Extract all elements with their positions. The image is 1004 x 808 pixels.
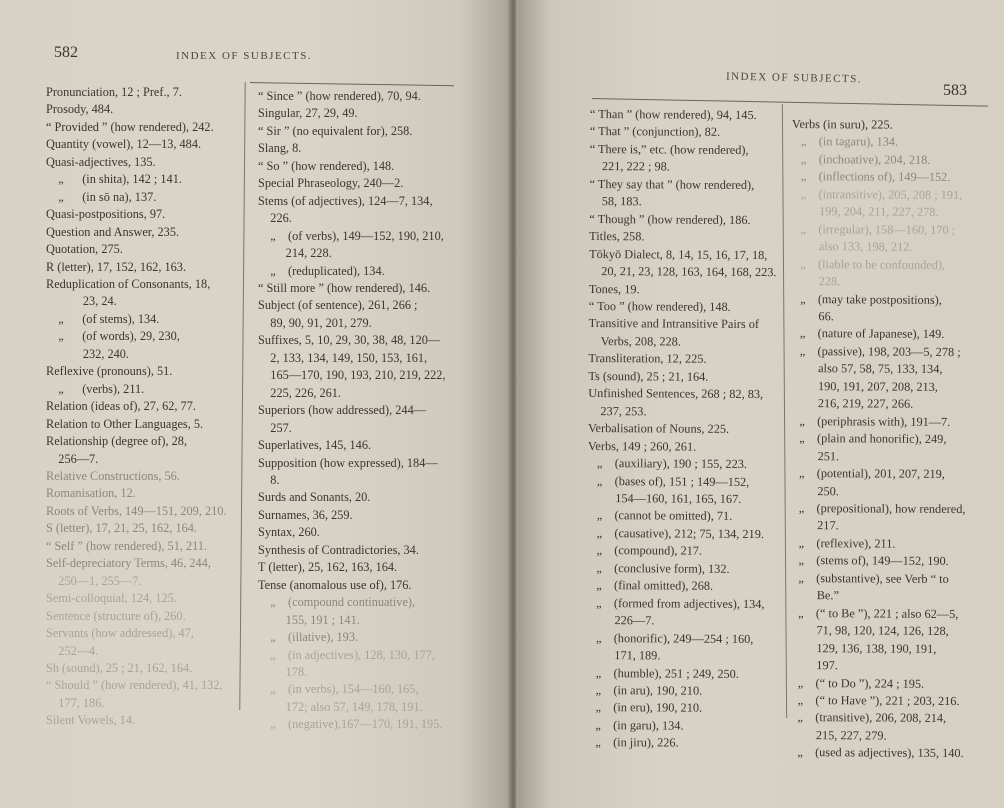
index-entry: 257. (258, 420, 292, 435)
index-entry: „ (verbs), 211. (46, 381, 145, 396)
right-book-page (516, 0, 1004, 808)
index-entry: Stems (of adjectives), 124—7, 134, (258, 193, 433, 208)
index-entry: 250. (789, 483, 839, 498)
index-entry: also 57, 58, 75, 133, 134, (790, 361, 943, 377)
index-entry: „ (used as adjectives), 135, 140. (788, 745, 964, 761)
index-entry: Verbs, 149 ; 260, 261. (587, 438, 697, 454)
index-entry: „ (causative), 212; 75, 134, 219. (587, 525, 764, 541)
index-entry: „ (compound continuative), (258, 595, 416, 610)
index-entry: Be.” (789, 588, 839, 603)
index-entry: Tense (anomalous use of), 176. (258, 577, 412, 592)
index-entry: Surnames, 36, 259. (258, 507, 353, 522)
index-entry: Quotation, 275. (46, 242, 123, 257)
left-running-head: INDEX OF SUBJECTS. (176, 50, 313, 62)
index-entry: „ (in eru), 190, 210. (586, 700, 703, 716)
index-entry: “ So ” (how rendered), 148. (258, 158, 395, 173)
index-entry: “ Self ” (how rendered), 51, 211. (46, 538, 208, 553)
index-entry: Quasi-adjectives, 135. (46, 154, 156, 169)
index-entry: Relation to Other Languages, 5. (46, 416, 204, 431)
index-entry: 251. (789, 448, 840, 463)
index-entry: Unfinished Sentences, 268 ; 82, 83, (588, 386, 764, 402)
index-entry: “ That ” (conjunction), 82. (589, 124, 721, 140)
index-entry: “ Since ” (how rendered), 70, 94. (258, 89, 421, 103)
index-entry: Verbs (in suru), 225. (791, 116, 893, 132)
index-entry: „ (may take postpositions), (790, 291, 942, 307)
index-entry: 177, 186. (46, 695, 105, 710)
index-entry: Prosody, 484. (46, 102, 114, 117)
index-entry: „ (periphrasis with), 191—7. (790, 413, 951, 429)
index-entry: „ (auxiliary), 190 ; 155, 223. (587, 456, 748, 472)
index-entry: Roots of Verbs, 149—151, 209, 210. (46, 503, 227, 518)
index-entry: 232, 240. (46, 346, 130, 361)
index-entry: 178. (258, 664, 308, 679)
index-entry: „ (cannot be omitted), 71. (587, 508, 733, 524)
index-entry: “ There is,” etc. (how rendered), (589, 141, 749, 157)
index-entry: 226—7. (586, 613, 655, 628)
index-entry: “ Provided ” (how rendered), 242. (46, 119, 214, 134)
index-entry: „ (intransitive), 205, 208 ; 191, (791, 186, 963, 202)
index-entry: „ (of verbs), 149—152, 190, 210, (258, 228, 444, 243)
index-entry: 216, 219, 227, 266. (790, 396, 914, 411)
index-entry: 250—1, 255—7. (46, 573, 142, 588)
index-entry: „ (potential), 201, 207, 219, (789, 466, 945, 482)
index-entry: Sentence (structure of), 260. (46, 608, 186, 623)
index-entry: 190, 191, 207, 208, 213, (790, 378, 938, 394)
index-entry: „ (illative), 193. (258, 630, 359, 645)
index-entry: „ (stems of), 149—152, 190. (789, 553, 949, 569)
index-entry: „ (transitive), 206, 208, 214, (788, 710, 947, 726)
index-entry: „ (liable to be confounded), (791, 256, 946, 272)
index-entry: 215, 227, 279. (788, 727, 887, 743)
right-header-rule (592, 98, 988, 107)
index-entry: “ Though ” (how rendered), 186. (589, 211, 751, 227)
index-entry: 154—160, 161, 165, 167. (587, 490, 742, 506)
index-entry: “ Too ” (how rendered), 148. (588, 298, 731, 314)
index-entry: 221, 222 ; 98. (589, 159, 670, 174)
index-entry: „ (“ to Do ”), 224 ; 195. (788, 675, 925, 691)
index-entry: „ (conclusive form), 132. (587, 560, 730, 576)
index-entry: „ (reflexive), 211. (789, 535, 896, 551)
right-index-column-1 (586, 106, 782, 753)
index-entry: 23, 24. (46, 294, 117, 309)
index-entry: “ Should ” (how rendered), 41, 132, (46, 678, 223, 693)
index-entry: „ (negative),167—170, 191, 195. (258, 717, 443, 732)
index-entry: Self-depreciatory Terms, 46, 244, (46, 556, 211, 571)
index-entry: „ (in sō na), 137. (46, 189, 157, 204)
index-entry: 8. (258, 472, 280, 487)
index-entry: Sh (sound), 25 ; 21, 162, 164. (46, 660, 193, 675)
index-entry: „ (“ to Be ”), 221 ; also 62—5, (788, 605, 959, 621)
index-entry: 256—7. (46, 451, 99, 466)
index-entry: Superlatives, 145, 146. (258, 438, 372, 453)
index-entry: Superiors (how addressed), 244— (258, 403, 427, 418)
index-entry: 226. (258, 211, 292, 226)
index-entry: „ (of stems), 134. (46, 311, 160, 326)
index-entry: Slang, 8. (258, 141, 302, 156)
index-entry: „ (in tagaru), 134. (791, 134, 899, 150)
index-entry: Singular, 27, 29, 49. (258, 106, 358, 121)
index-entry: Tōkyō Dialect, 8, 14, 15, 16, 17, 18, (589, 246, 768, 262)
left-index-column-2 (258, 88, 504, 734)
index-entry: Quasi-postpositions, 97. (46, 207, 166, 222)
index-entry: „ (in adjectives), 128, 130, 177, (258, 647, 435, 662)
index-entry: 66. (790, 308, 834, 324)
index-entry: “ Sir ” (no equivalent for), 258. (258, 123, 413, 138)
left-page-number: 582 (54, 44, 78, 61)
index-entry: also 133, 198, 212. (791, 239, 913, 254)
index-entry: R (letter), 17, 152, 162, 163. (46, 259, 187, 274)
index-entry: „ (bases of), 151 ; 149—152, (587, 473, 750, 489)
index-entry: „ (in jiru), 226. (586, 735, 679, 750)
index-entry: Relative Constructions, 56. (46, 468, 180, 483)
index-entry: Verbalisation of Nouns, 225. (587, 421, 730, 437)
index-entry: Verbs, 208, 228. (588, 333, 681, 349)
index-entry: 214, 228. (258, 246, 332, 261)
index-entry: Pronunciation, 12 ; Pref., 7. (46, 85, 182, 99)
index-entry: 197. (788, 658, 838, 673)
index-entry: Synthesis of Contradictories, 34. (258, 542, 419, 557)
index-entry: „ (in shita), 142 ; 141. (46, 172, 182, 187)
index-entry: S (letter), 17, 21, 25, 162, 164. (46, 521, 197, 536)
index-entry: “ Still more ” (how rendered), 146. (258, 280, 431, 295)
left-header-rule (250, 82, 454, 86)
index-entry: Semi-colloquial, 124, 125. (46, 591, 177, 606)
index-entry: „ (substantive), see Verb “ to (789, 570, 949, 586)
index-entry: Suffixes, 5, 10, 29, 30, 38, 48, 120— (258, 333, 441, 348)
index-entry: Relationship (degree of), 28, (46, 434, 188, 449)
index-entry: 237, 253. (588, 403, 647, 419)
index-entry: Servants (how addressed), 47, (46, 626, 194, 641)
index-entry: Special Phraseology, 240—2. (258, 176, 404, 191)
index-entry: 165—170, 190, 193, 210, 219, 222, (258, 368, 446, 383)
index-entry: „ (inflections of), 149—152. (791, 169, 951, 185)
index-entry: Transitive and Intransitive Pairs of (588, 316, 760, 332)
index-entry: „ (honorific), 249—254 ; 160, (586, 630, 754, 646)
index-entry: Question and Answer, 235. (46, 224, 180, 239)
index-entry: „ (in garu), 134. (586, 717, 684, 733)
index-entry: „ (“ to Have ”), 221 ; 203, 216. (788, 692, 960, 708)
index-entry: „ (nature of Japanese), 149. (790, 326, 945, 342)
index-entry: 20, 21, 23, 128, 163, 164, 168, 223. (588, 264, 777, 280)
index-entry: Reduplication of Consonants, 18, (46, 276, 211, 291)
index-entry: „ (plain and honorific), 249, (789, 431, 947, 447)
index-entry: 71, 98, 120, 124, 126, 128, (788, 623, 949, 639)
index-entry: Relation (ideas of), 27, 62, 77. (46, 399, 196, 414)
index-entry: “ They say that ” (how rendered), (589, 176, 755, 192)
index-entry: 217. (789, 518, 839, 533)
index-entry: Quantity (vowel), 12—13, 484. (46, 137, 202, 152)
index-entry: „ (passive), 198, 203—5, 278 ; (790, 343, 961, 359)
index-entry: Silent Vowels, 14. (46, 713, 136, 728)
index-entry: „ (formed from adjectives), 134, (586, 595, 765, 611)
index-entry: 58, 183. (589, 194, 642, 209)
index-entry: T (letter), 25, 162, 163, 164. (258, 560, 398, 575)
index-entry: 155, 191 ; 141. (258, 612, 360, 627)
index-entry: „ (in verbs), 154—160, 165, (258, 682, 419, 697)
index-entry: 252—4. (46, 643, 99, 658)
index-entry: Titles, 258. (589, 229, 645, 244)
index-entry: Reflexive (pronouns), 51. (46, 364, 173, 379)
index-entry: „ (inchoative), 204, 218. (791, 151, 931, 167)
index-entry: „ (humble), 251 ; 249, 250. (586, 665, 739, 681)
index-entry: 129, 136, 138, 190, 191, (788, 640, 937, 656)
index-entry: „ (of words), 29, 230, (46, 329, 180, 344)
index-entry: Syntax, 260. (258, 525, 320, 540)
index-entry: “ Than ” (how rendered), 94, 145. (589, 106, 757, 123)
index-entry: Ts (sound), 25 ; 21, 164. (588, 368, 709, 384)
index-entry: 225, 226, 261. (258, 385, 342, 400)
index-entry: „ (prepositional), how rendered, (789, 500, 966, 517)
index-entry: 2, 133, 134, 149, 150, 153, 161, (258, 350, 428, 365)
index-entry: 89, 90, 91, 201, 279. (258, 315, 372, 330)
index-entry: 172; also 57, 149, 178, 191. (258, 699, 423, 714)
index-entry: Supposition (how expressed), 184— (258, 455, 438, 470)
index-entry: „ (compound), 217. (587, 543, 703, 559)
index-entry: 228. (790, 274, 841, 289)
left-index-column-1 (46, 84, 242, 730)
index-entry: Surds and Sonants, 20. (258, 490, 371, 505)
index-entry: Tones, 19. (588, 281, 640, 296)
index-entry: „ (irregular), 158—160, 170 ; (791, 221, 956, 237)
index-entry: Transliteration, 12, 225. (588, 351, 707, 367)
index-entry: Subject (of sentence), 261, 266 ; (258, 298, 418, 313)
index-entry: „ (in aru), 190, 210. (586, 682, 703, 698)
right-index-column-2 (788, 116, 1000, 763)
index-entry: „ (reduplicated), 134. (258, 263, 385, 278)
right-page-number: 583 (943, 82, 967, 99)
index-entry: 171, 189. (586, 648, 661, 663)
right-column-divider (782, 104, 787, 718)
index-entry: Romanisation, 12. (46, 486, 136, 501)
index-entry: „ (final omitted), 268. (587, 578, 714, 593)
index-entry: 199, 204, 211, 227, 278. (791, 204, 939, 220)
right-running-head: INDEX OF SUBJECTS. (725, 70, 863, 86)
